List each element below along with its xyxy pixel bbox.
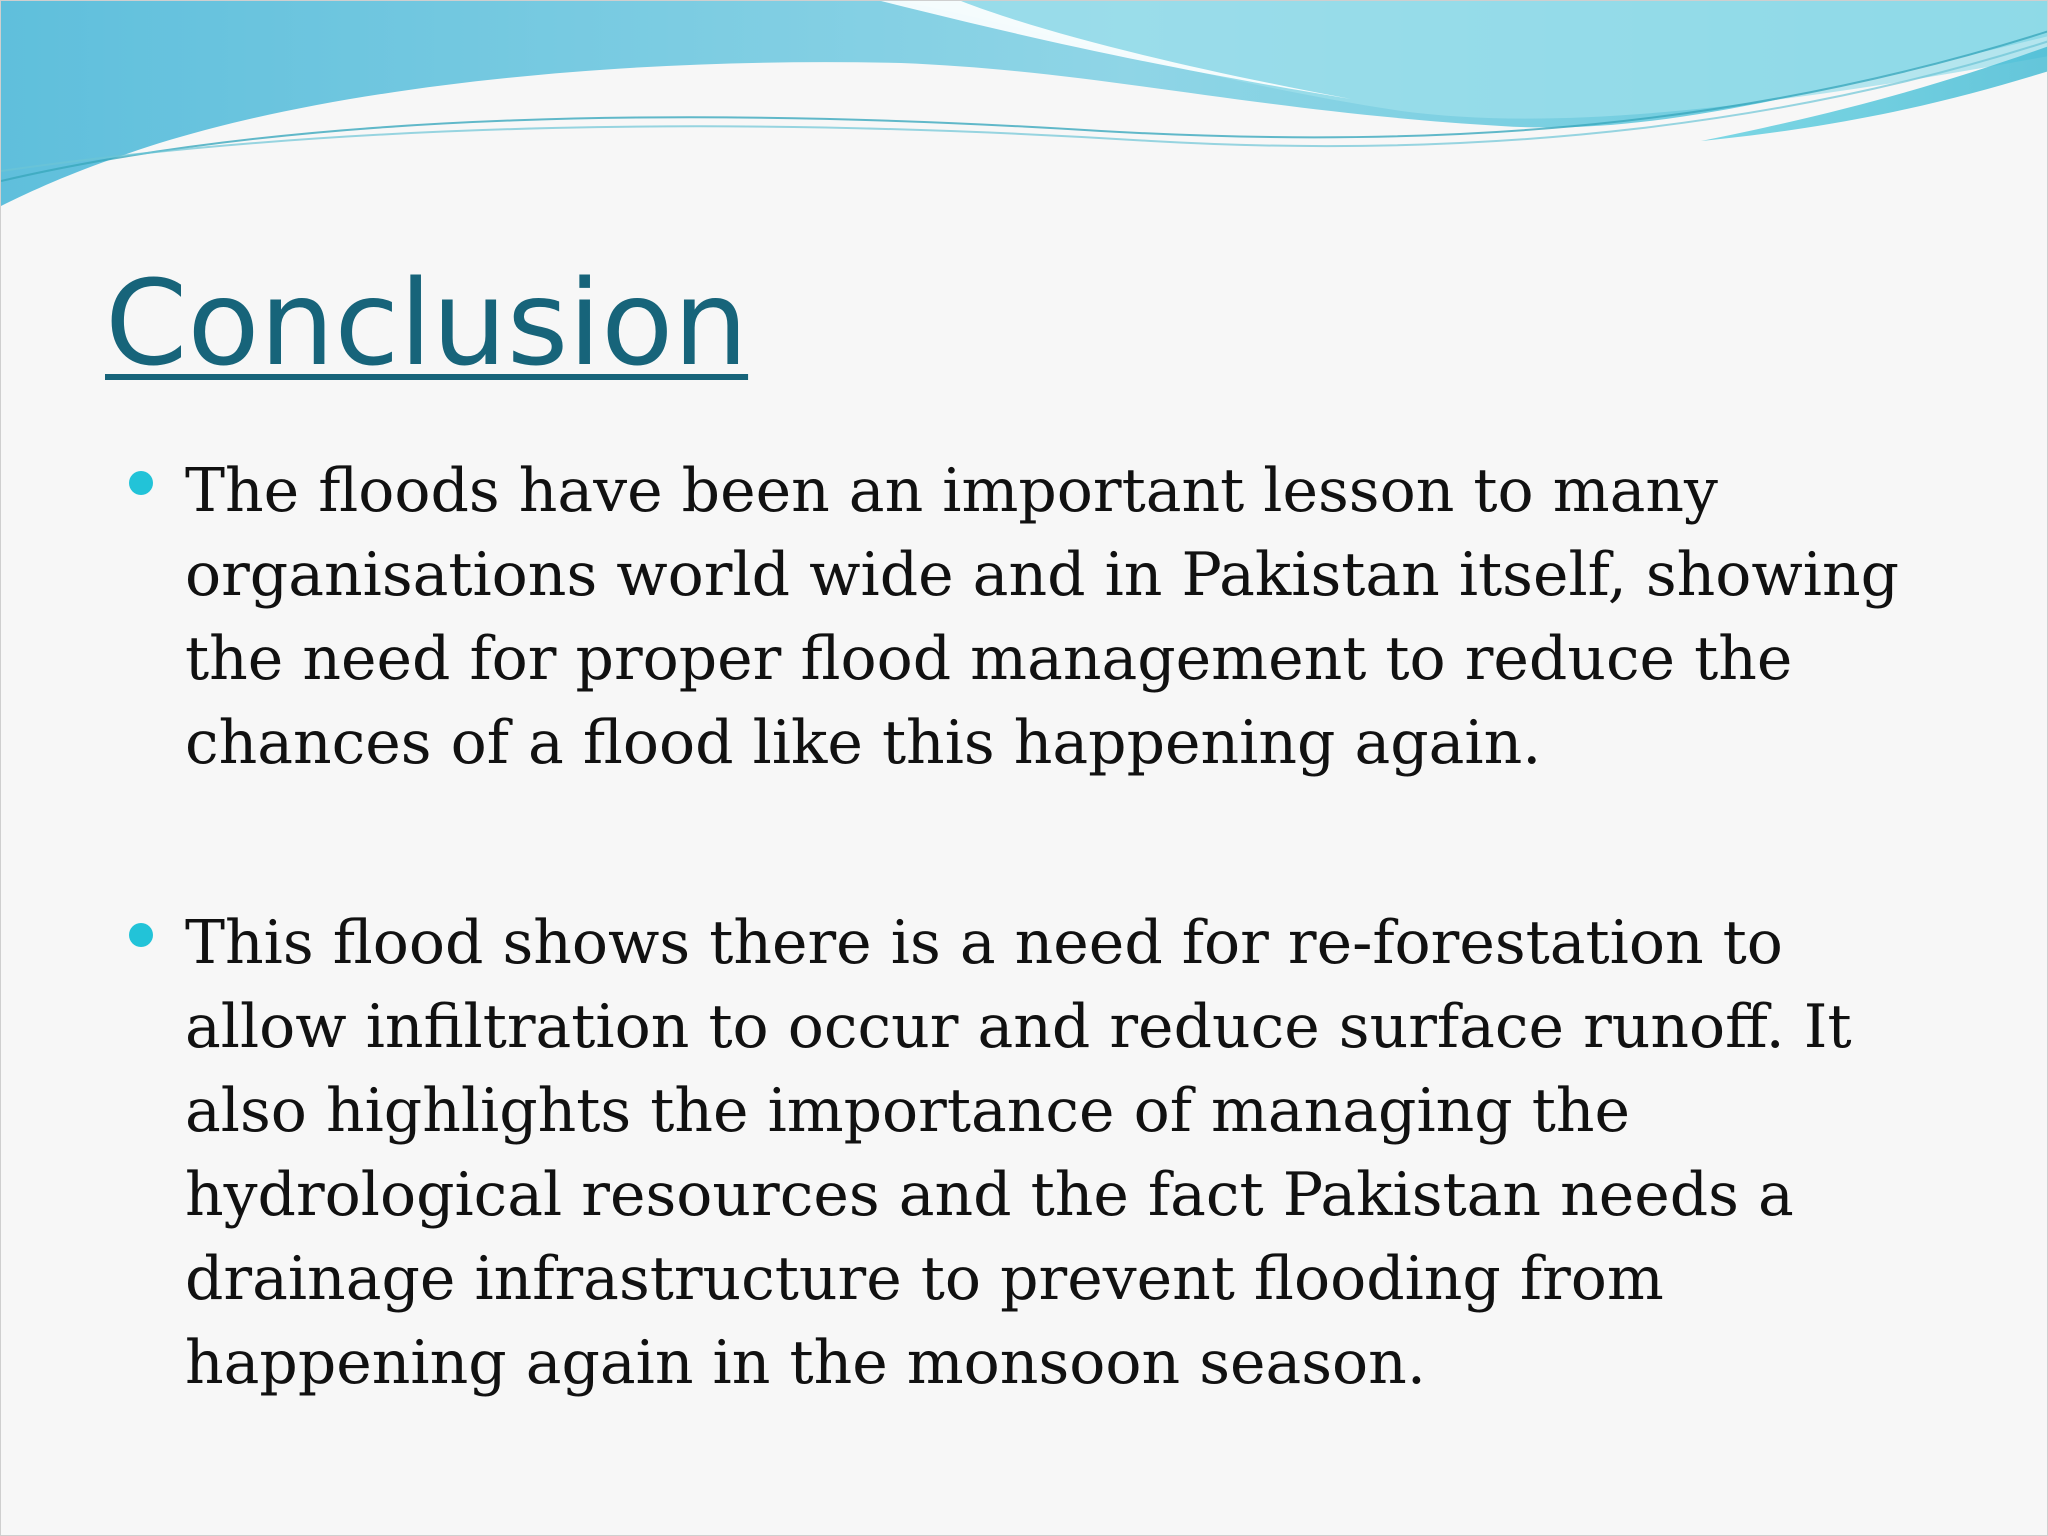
bullet-item [129,449,1949,785]
bullet-dot-icon [129,923,153,947]
bullet-dot-icon [129,471,153,495]
bullet-list [129,449,1949,1405]
bullet-item [129,901,1949,1405]
bullet-text: This flood shows there is a need for re-forestation to allow infiltration to occur and reduce surface runoff. It also highlights the importance of managing the hydrological resources and the fact Pakistan needs a drainage infrastructure to prevent flooding from happening again in the monsoon season. [185,908,1852,1398]
slide-title: Conclusion [105,254,749,392]
bullet-text: The floods have been an important lesson to many organisations world wide and in Pakistan itself, showing the need for proper flood management to reduce the chances of a flood like this happening again. [185,456,1900,778]
wave-header-decoration [1,1,2048,241]
